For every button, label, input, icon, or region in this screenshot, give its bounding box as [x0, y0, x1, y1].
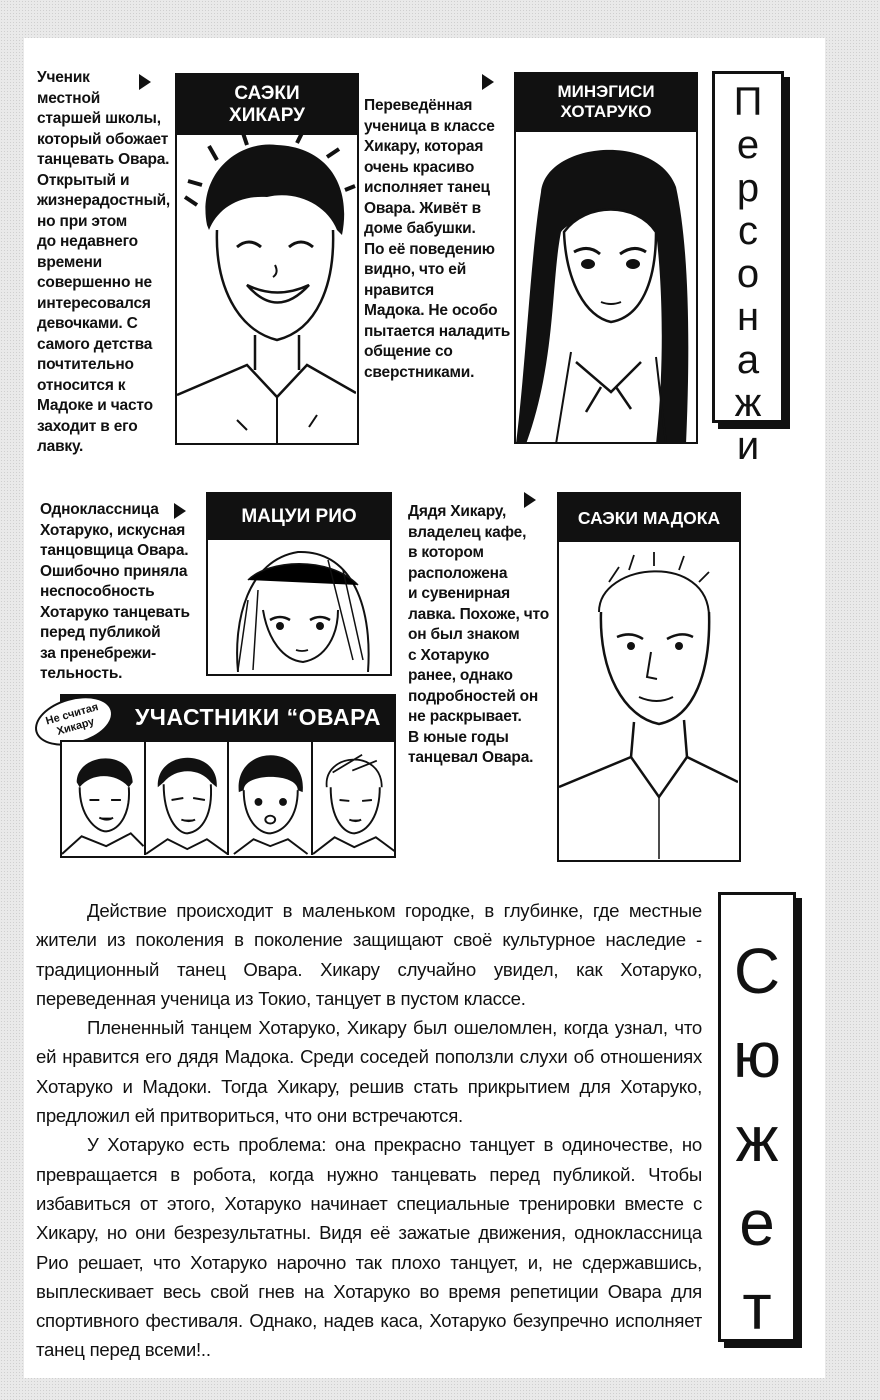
rio-portrait: [208, 540, 389, 672]
group-title: УЧАСТНИКИ “ОВАРА: [134, 704, 382, 730]
hotaruko-pointer-arrow: [482, 74, 494, 90]
plot-paragraph: Плененный танцем Хотаруко, Хикару был ошеломлен, когда узнал, что ей нравится его дядя Мадока. Среди соседей поползли слухи об отношениях Хотаруко и Мадоки. Тогда Хикару, решив стать прикрытием для Хотаруко, предложил ей притвориться, что они встречаются.: [36, 1017, 702, 1127]
plot-section-label: [718, 892, 796, 1342]
madoka-portrait: [559, 542, 738, 859]
member-portrait: [62, 742, 146, 855]
rio-card: [206, 492, 392, 676]
hikaru-description: Ученик местной старшей школы, который обожает танцевать Овара. Открытый и жизнерадостный, но при этом до недавнего времени совершенно не интересовался девочками. С самого детства почтительно относится к Мадоке и часто заходит в его лавку.: [37, 69, 171, 455]
label-char: е: [739, 1187, 775, 1259]
label-char: е: [736, 123, 760, 167]
rio-pointer-arrow: [174, 503, 186, 519]
madoka-pointer-arrow: [524, 492, 536, 508]
label-char: ж: [735, 1103, 779, 1175]
hotaruko-name: МИНЭГИСИ ХОТАРУКО: [516, 74, 696, 132]
hotaruko-description: Переведённая ученица в классе Хикару, которая очень красиво исполняет танец Овара. Живёт в доме бабушки. По её поведению видно, что ей нравится Мадока. Не особо пытается наладить общение со сверстниками.: [364, 97, 511, 381]
label-char: С: [733, 935, 781, 1007]
hikaru-pointer-arrow: [139, 74, 151, 90]
madoka-card: [557, 492, 741, 862]
label-char: с: [738, 209, 758, 253]
hikaru-name: САЭКИ ХИКАРУ: [177, 75, 357, 135]
member-portrait: [313, 742, 395, 855]
label-char: ж: [734, 381, 762, 425]
plot-text: [36, 896, 702, 1365]
label-char: о: [736, 252, 760, 296]
hikaru-portrait: [177, 135, 356, 445]
madoka-name: САЭКИ МАДОКА: [559, 494, 739, 542]
rio-description: Одноклассница Хотаруко, искусная танцовщица Овара. Ошибочно приняла неспособность Хотаруко танцевать перед публикой за пренебрежи- тельность.: [40, 501, 190, 682]
characters-section-label: [712, 71, 784, 468]
member-portrait: [146, 742, 230, 855]
label-char: и: [736, 424, 760, 468]
hikaru-card: [175, 73, 359, 445]
hotaruko-card: [514, 72, 698, 444]
madoka-description: Дядя Хикару, владелец кафе, в котором расположена и сувенирная лавка. Похоже, что он был знаком с Хотаруко ранее, однако подробностей он не раскрывает. В юные годы танцевал Овара.: [408, 503, 549, 766]
plot-paragraph: Действие происходит в маленьком городке, в глубинке, где местные жители из поколения в поколение защищают своё культурное наследие - традиционный танец Овара. Хикару случайно увидел, как Хотаруко, переведенная ученица из Токио, танцует в пустом классе.: [36, 900, 702, 1009]
group-members-strip: [60, 740, 396, 858]
group-exception-text: Не считая Хикару: [44, 701, 100, 738]
rio-name: МАЦУИ РИО: [208, 494, 390, 540]
label-char: р: [736, 166, 760, 210]
member-portrait: [229, 742, 313, 855]
label-char: П: [733, 80, 763, 124]
label-char: ю: [733, 1019, 781, 1091]
label-char: т: [742, 1271, 772, 1343]
hotaruko-portrait: [516, 132, 695, 444]
label-char: а: [736, 338, 760, 382]
plot-paragraph: У Хотаруко есть проблема: она прекрасно танцует в одиночестве, но превращается в робота, когда нужно танцевать перед публикой. Чтобы избавиться от этого, Хотаруко начинает специальные тренировки вместе с Хикару, но они безрезультатны. Видя её зажатые движения, одноклассница Рио решает, что Хотаруко нарочно так плохо танцует, и, не сдержавшись, выплескивает весь свой гнев на Хотаруко во время репетиции Овара для спортивного фестиваля. Однако, надев каса, Хотаруко безупречно исполняет танец перед всеми!..: [36, 1134, 702, 1361]
label-char: н: [736, 295, 760, 339]
